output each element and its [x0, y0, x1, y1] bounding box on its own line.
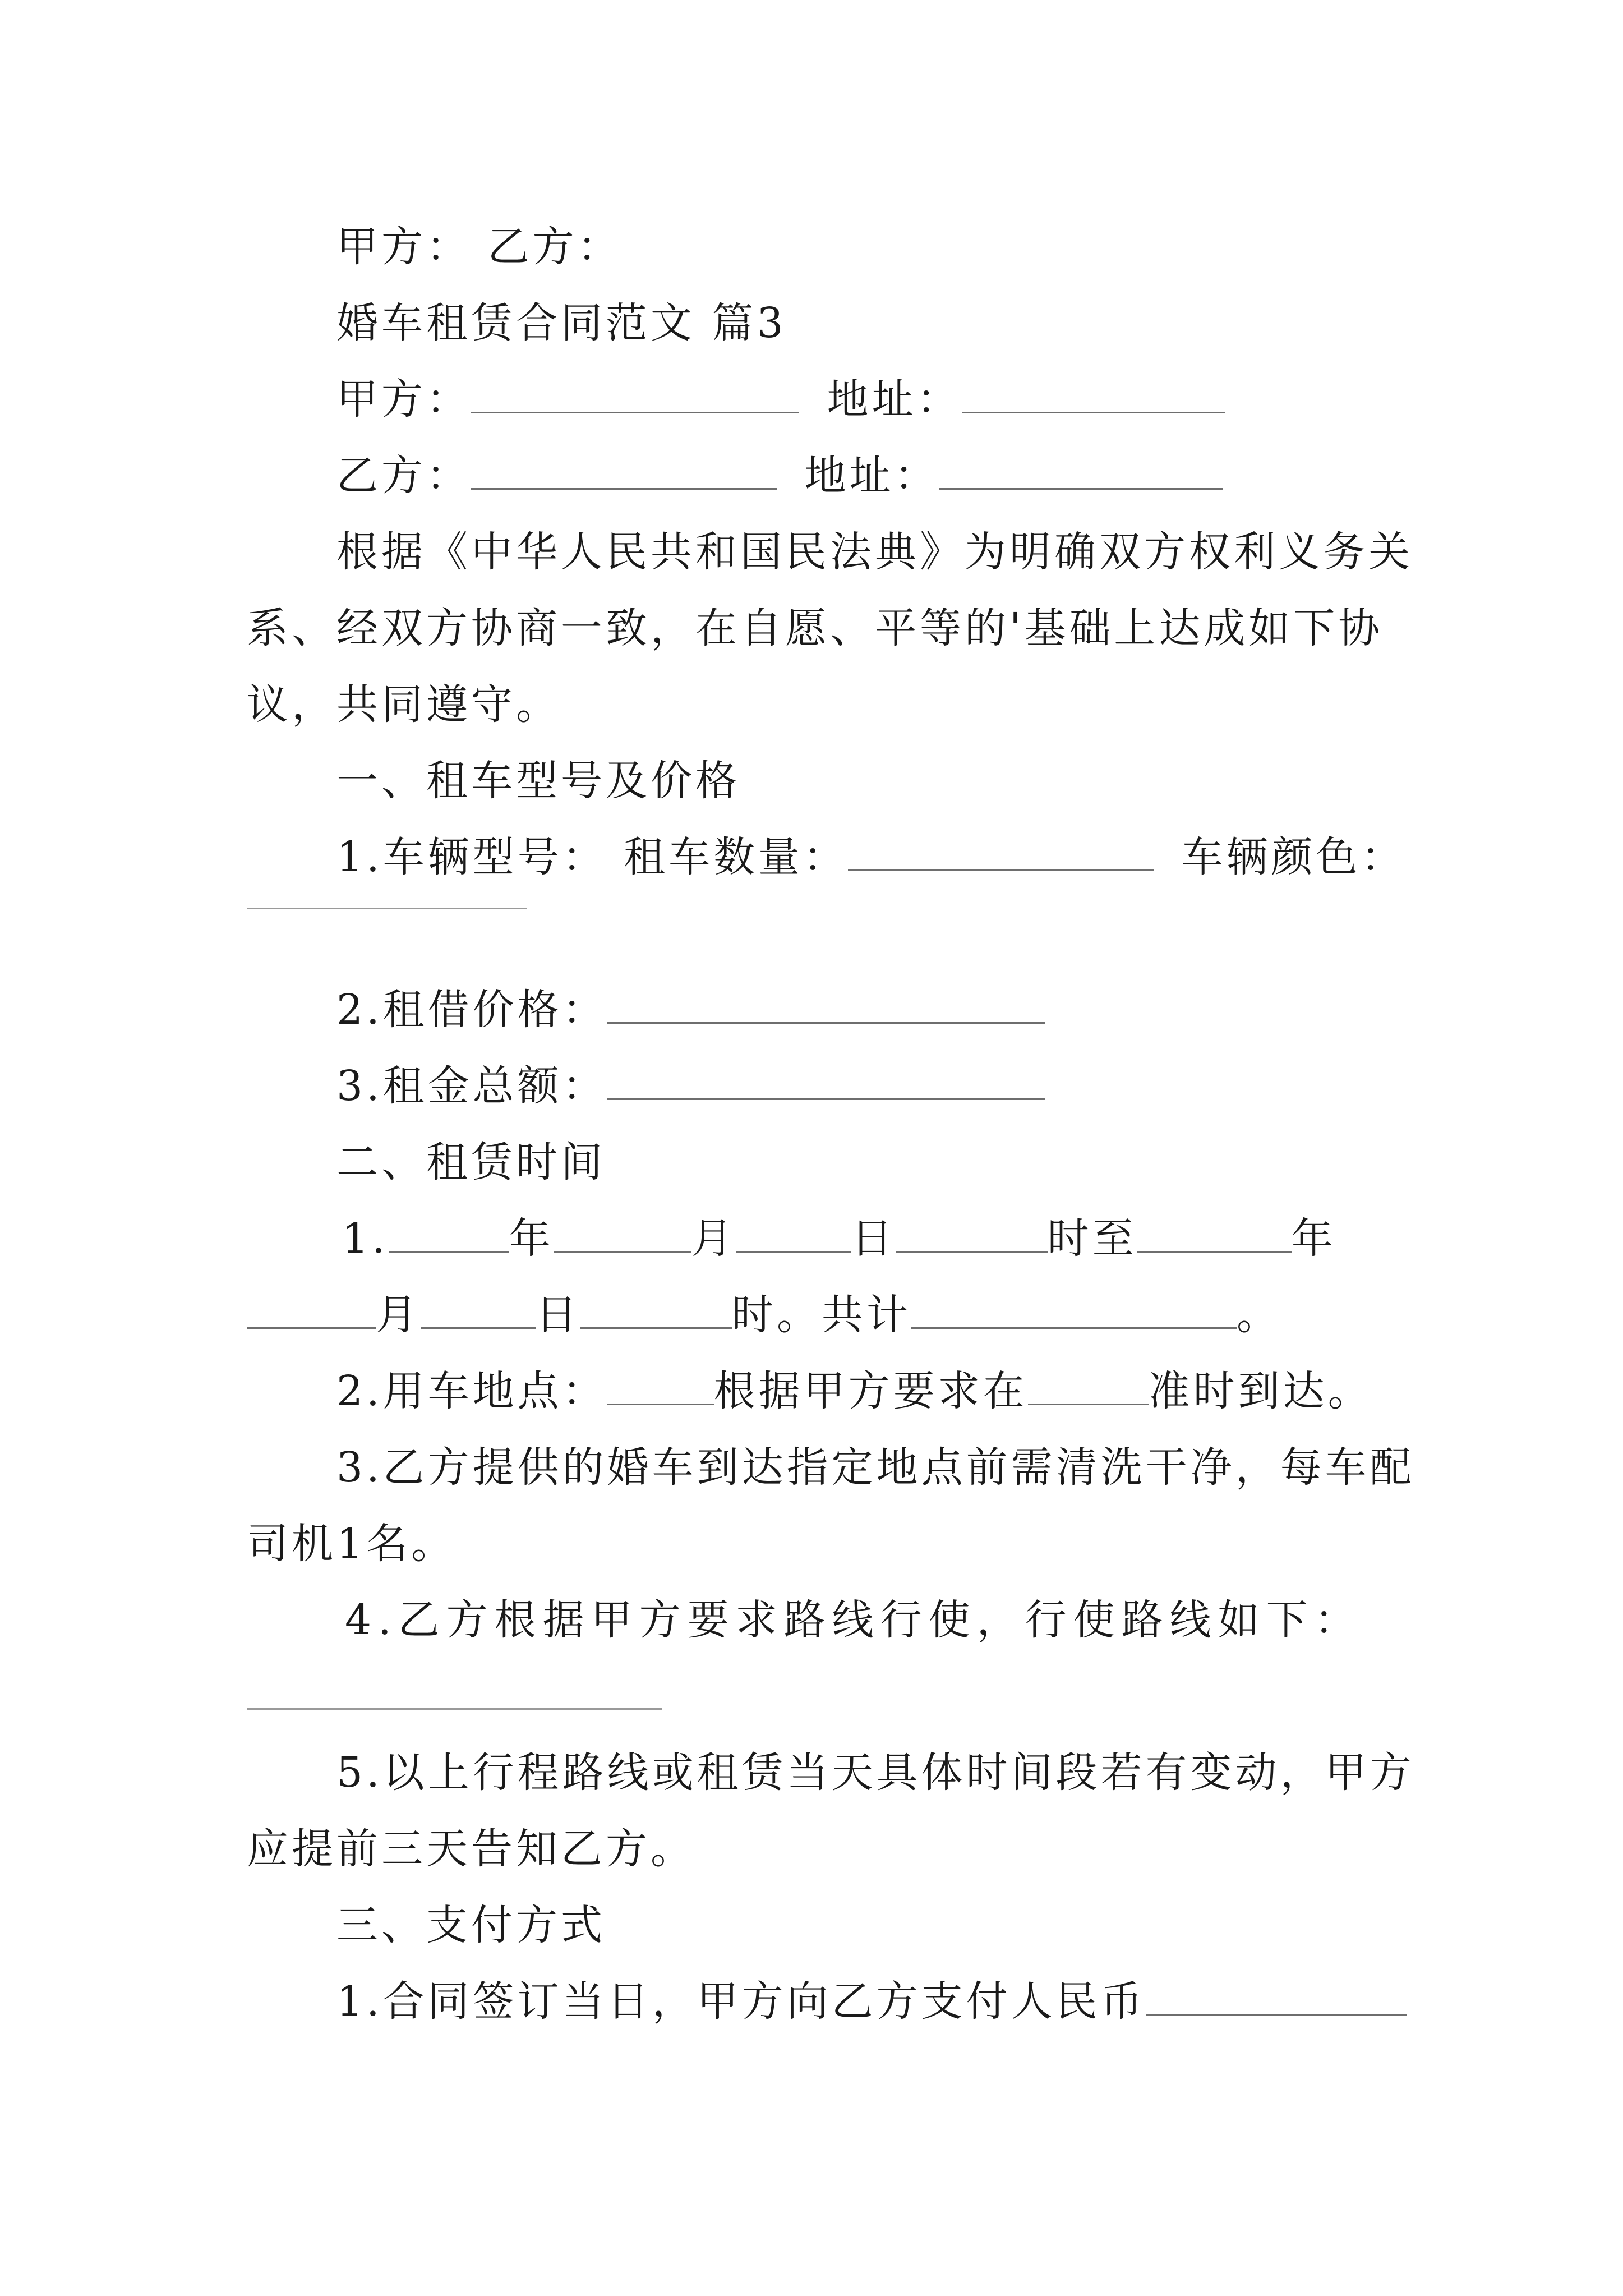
price-blank — [607, 988, 1045, 1024]
time-line-2 — [247, 1288, 1281, 1342]
arrival-place-blank — [1028, 1370, 1149, 1405]
vehicle-labels: 1.车辆型号： 租车数量： — [336, 833, 849, 881]
route-line — [345, 1593, 1363, 1647]
party-b-blank — [471, 454, 777, 490]
paragraph-text: 3.乙方提供的婚车到达指定地点前需清洗干净，每车配 — [336, 1443, 1415, 1492]
arrival-text: 准时到达。 — [1148, 1367, 1373, 1415]
route-blank — [247, 1708, 662, 1710]
total-label: 3.租金总额： — [336, 1062, 607, 1110]
paragraph-text: 5.以上行程路线或租赁当天具体时间段若有变动，甲方 — [336, 1749, 1415, 1797]
start-year-blank — [389, 1217, 509, 1253]
heading-text: 一、租车型号及价格 — [336, 757, 740, 805]
vehicle-color-blank — [247, 908, 527, 909]
parties-line — [336, 220, 623, 274]
total-time-label: 时。共计 — [732, 1291, 911, 1339]
paragraph-text: 司机1名。 — [247, 1520, 457, 1568]
heading-text: 二、租赁时间 — [336, 1138, 606, 1186]
party-a-address-label: 地址： — [827, 375, 962, 424]
route-text: 4.乙方根据甲方要求路线行使，行使路线如下： — [345, 1596, 1363, 1644]
vehicle-line — [336, 830, 1406, 884]
heading-one — [336, 754, 740, 808]
payment-line — [336, 1975, 1407, 2028]
paragraph-line — [247, 601, 1383, 655]
start-month-blank — [554, 1217, 691, 1253]
item-number: 1. — [342, 1214, 389, 1263]
start-hour-blank — [896, 1217, 1048, 1253]
year-label: 年 — [509, 1214, 554, 1263]
end-day-blank — [421, 1294, 536, 1329]
section-title — [336, 296, 787, 350]
heading-two — [336, 1135, 606, 1189]
party-b-label: 乙方： — [336, 452, 471, 500]
heading-three — [336, 1898, 606, 1952]
payment-amount-blank — [1146, 1980, 1407, 2016]
party-b-line — [336, 449, 1223, 503]
end-month-blank — [247, 1294, 376, 1329]
time-line-1 — [342, 1212, 1336, 1266]
party-a-label: 甲方： — [336, 375, 471, 424]
paragraph-text: 系、经双方协商一致，在自愿、平等的'基础上达成如下协 — [247, 604, 1384, 652]
paragraph-line — [336, 1746, 1415, 1800]
location-text: 根据甲方要求在 — [713, 1367, 1028, 1415]
price-line — [336, 983, 1045, 1037]
hour-to-label: 时至 — [1047, 1214, 1137, 1263]
month-label: 月 — [691, 1214, 736, 1263]
paragraph-text: 应提前三天告知乙方。 — [247, 1825, 695, 1873]
paragraph-line — [336, 1441, 1415, 1494]
section-title-text: 婚车租赁合同范文 篇3 — [336, 299, 787, 347]
party-a-blank — [471, 378, 799, 413]
parties-text: 甲方： 乙方： — [336, 223, 623, 271]
location-label: 2.用车地点： — [336, 1367, 607, 1415]
party-b-address-blank — [939, 454, 1223, 490]
party-a-address-blank — [962, 378, 1225, 413]
period-mark: 。 — [1237, 1291, 1281, 1339]
total-blank — [607, 1065, 1045, 1100]
party-a-line — [336, 372, 1225, 426]
party-b-address-label: 地址： — [804, 452, 939, 500]
payment-text: 1.合同签订当日，甲方向乙方支付人民币 — [336, 1977, 1146, 2026]
heading-text: 三、支付方式 — [336, 1901, 606, 1949]
vehicle-count-blank — [848, 836, 1154, 871]
start-day-blank — [736, 1217, 851, 1253]
paragraph-line — [247, 1517, 456, 1571]
day-label: 日 — [536, 1291, 580, 1339]
location-blank — [607, 1370, 714, 1405]
price-label: 2.租借价格： — [336, 986, 607, 1034]
paragraph-text: 议，共同遵守。 — [247, 680, 561, 729]
vehicle-color-label: 车辆颜色： — [1181, 833, 1406, 881]
location-line — [336, 1364, 1373, 1418]
paragraph-line — [247, 1822, 695, 1876]
end-year-blank — [1137, 1217, 1292, 1253]
total-time-blank — [911, 1294, 1237, 1329]
total-line — [336, 1059, 1045, 1113]
paragraph-line — [336, 525, 1413, 579]
year-label: 年 — [1291, 1214, 1336, 1263]
end-hour-blank — [580, 1294, 732, 1329]
day-label: 日 — [851, 1214, 896, 1263]
paragraph-line — [247, 678, 561, 731]
month-label: 月 — [376, 1291, 421, 1339]
paragraph-text: 根据《中华人民共和国民法典》为明确双方权利义务关 — [336, 528, 1413, 576]
